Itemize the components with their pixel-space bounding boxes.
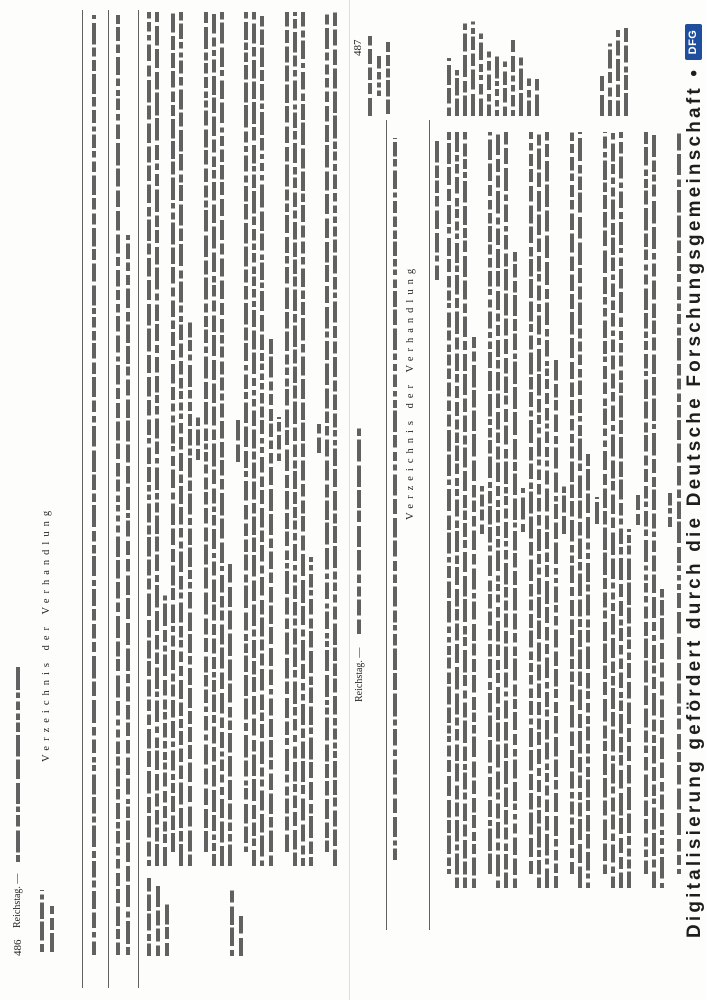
table-rule xyxy=(138,10,139,988)
margin-note xyxy=(495,54,499,116)
text-line xyxy=(293,12,297,866)
dfg-watermark xyxy=(683,66,705,938)
text-line xyxy=(463,132,467,888)
running-head: Reichstag. — xyxy=(354,647,365,702)
table-rule xyxy=(429,120,430,930)
section-heading xyxy=(277,417,281,461)
margin-note xyxy=(471,21,475,116)
text-line xyxy=(447,132,451,874)
text-line xyxy=(147,12,151,866)
text-line xyxy=(252,12,256,866)
text-line xyxy=(269,339,273,866)
table-rule xyxy=(82,10,83,988)
margin-label xyxy=(386,42,390,114)
text-line xyxy=(179,12,183,866)
margin-label xyxy=(156,886,160,956)
text-line xyxy=(586,454,590,888)
text-line xyxy=(260,12,264,866)
table-rule xyxy=(386,120,387,930)
text-line xyxy=(677,132,681,874)
margin-note xyxy=(447,58,451,116)
margin-note xyxy=(511,40,515,116)
text-line xyxy=(496,132,500,888)
margin-note xyxy=(527,78,531,116)
table-rule xyxy=(108,10,109,988)
text-line xyxy=(627,529,631,888)
section-heading xyxy=(636,495,640,525)
text-line xyxy=(660,589,664,888)
margin-label xyxy=(230,890,234,956)
running-head: Reichstag. — xyxy=(12,873,23,928)
text-line xyxy=(301,12,305,866)
section-heading xyxy=(236,416,240,461)
margin-note xyxy=(519,57,523,116)
text-line xyxy=(554,360,558,888)
margin-note xyxy=(479,33,483,116)
margin-note xyxy=(463,23,467,116)
margin-note xyxy=(616,30,620,116)
table-row-text xyxy=(393,138,397,860)
margin-label xyxy=(368,36,372,116)
margin-note xyxy=(487,49,491,116)
margin-note xyxy=(608,44,612,117)
text-line xyxy=(603,132,607,874)
table-row-text xyxy=(92,15,96,955)
section-heading xyxy=(668,493,672,527)
table-row-text xyxy=(116,15,120,955)
section-title: Verzeichnis der Verhandlung xyxy=(405,263,416,520)
text-line xyxy=(472,337,476,888)
section-heading xyxy=(480,486,484,534)
text-line xyxy=(570,132,574,874)
margin-label xyxy=(40,890,44,952)
section-heading xyxy=(196,417,200,460)
right-page xyxy=(350,0,706,1000)
text-line xyxy=(455,132,459,888)
left-page xyxy=(0,0,350,1000)
dfg-logo: DFG xyxy=(685,24,702,60)
running-head-line xyxy=(16,666,20,862)
margin-label xyxy=(239,916,243,956)
text-line xyxy=(228,564,232,866)
text-line xyxy=(244,12,248,852)
text-line xyxy=(212,12,216,866)
section-heading xyxy=(317,425,321,454)
text-line xyxy=(204,12,208,852)
table-row-text xyxy=(435,138,439,280)
text-line xyxy=(220,12,224,866)
text-line xyxy=(163,596,167,867)
text-line xyxy=(325,12,329,852)
text-line xyxy=(652,132,656,888)
margin-note xyxy=(600,76,604,116)
text-line xyxy=(333,12,337,866)
page-number: 486 xyxy=(12,939,24,956)
text-line xyxy=(513,252,517,888)
text-line xyxy=(171,12,175,852)
margin-note xyxy=(624,28,628,116)
section-heading xyxy=(562,486,566,534)
margin-label xyxy=(165,904,169,956)
text-line xyxy=(545,132,549,888)
section-title: Verzeichnis der Verhandlung xyxy=(41,505,52,762)
text-line xyxy=(529,132,533,874)
text-line xyxy=(644,132,648,874)
text-line xyxy=(488,132,492,874)
table-row-text xyxy=(126,235,130,955)
text-line xyxy=(537,132,541,888)
text-line xyxy=(611,132,615,888)
text-line xyxy=(504,132,508,888)
text-line xyxy=(155,12,159,866)
section-heading xyxy=(595,497,599,524)
margin-note xyxy=(455,70,459,116)
margin-note xyxy=(503,61,507,116)
margin-label xyxy=(377,56,381,96)
margin-label xyxy=(50,906,54,952)
section-heading xyxy=(521,488,525,532)
page-number: 487 xyxy=(352,39,364,56)
text-line xyxy=(309,557,313,866)
running-head-line xyxy=(357,426,361,634)
text-line xyxy=(578,132,582,888)
text-line xyxy=(188,322,192,866)
dfg-watermark-text: Digitalisierung gefördert durch die Deutsche Forschungsgemeinschaft • xyxy=(684,69,705,938)
margin-note xyxy=(535,79,539,116)
text-line xyxy=(619,132,623,888)
text-line xyxy=(285,12,289,852)
margin-label xyxy=(147,878,151,956)
